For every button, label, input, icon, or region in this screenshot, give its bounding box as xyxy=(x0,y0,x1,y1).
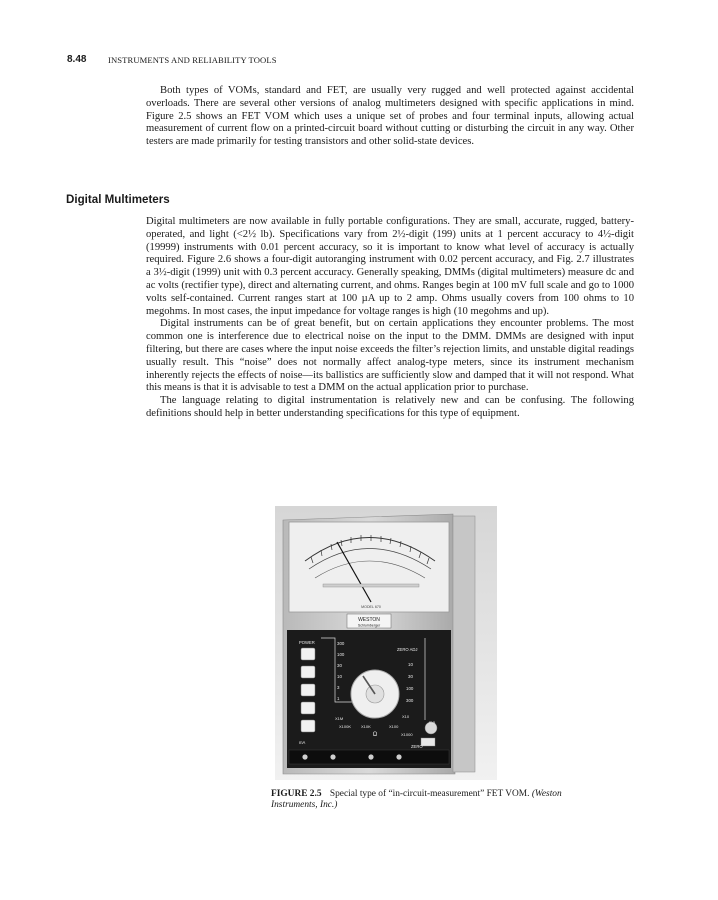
zero-adj-label: ZERO ADJ xyxy=(397,647,418,652)
range-top-5: 1 xyxy=(337,696,340,701)
range-top-1: 100 xyxy=(337,652,345,657)
zero-label: ZERO xyxy=(411,744,423,749)
dmm-paragraph-1: Digital multimeters are now available in fully portable configurations. They are small, accurate, rugged, battery-operated, and light (<2½ lb). Specifications vary from 2½-digit (199) units at 1 percent accuracy to 4½-digit (19999) instruments with 0.01 percent accuracy, so it is important to know what level of accuracy is actually required. Figure 2.6 shows a four-digit autoranging instrument with 0.02 percent accuracy, and Fig. 2.7 illustrates a 3½-digit (1999) unit with 0.3 percent accuracy. Generally speaking, DMMs (digital multimeters) measure dc and ac volts (rectifier type), direct and alternating current, and ohms. Ranges begin at 100 mV full scale and go to 1000 volts self-contained. Current ranges start at 100 µA up to 2 amp. Ohms usually covers from 100 ohms to 10 megohms. In most cases, the input impedance for voltage ranges is high (10 megohms and up). xyxy=(146,216,634,317)
brand-sub-text: Schlumberger xyxy=(357,623,381,628)
range-top-0: 300 xyxy=(337,641,345,646)
figure-credit: (Weston Instruments, Inc.) xyxy=(271,789,562,811)
range-bottom-5: X1000 xyxy=(401,732,413,737)
range-right-3: 300 xyxy=(406,698,414,703)
range-right-2: 100 xyxy=(406,686,414,691)
running-head: INSTRUMENTS AND RELIABILITY TOOLS xyxy=(108,55,277,65)
range-top-3: 10 xyxy=(337,674,342,679)
range-top-2: 30 xyxy=(337,663,342,668)
dmm-paragraph-2: Digital instruments can be of great benefit, but on certain applications they encounter problems. The most common one is interference due to electrical noise on the input to the DMM. DMMs are designed with input filtering, but there are cases where the input noise exceeds the filter’s rejection limits, and unstable digital readings usually result. This “noise” does not normally affect analog-type meters, since its instrument mechanism inherently rejects the effects of noise—its ballistics are sufficiently slow and damped that it will not respond. What this means is that it is advisable to test a DMM on the actual application prior to purchase. xyxy=(146,318,634,394)
page-number: 8.48 xyxy=(67,54,87,65)
range-bottom-2: X100K xyxy=(339,724,352,729)
range-right-0: 10 xyxy=(408,662,413,667)
range-bottom-1: X10 xyxy=(402,714,410,719)
figure-caption-text: Special type of “in-circuit-measurement” FET VOM. xyxy=(329,789,530,799)
unit-left-label: mA xyxy=(299,740,306,745)
unit-right-label: mA xyxy=(429,720,436,725)
range-bottom-0: X1M xyxy=(335,716,344,721)
range-right-1: 30 xyxy=(408,674,413,679)
brand-text: WESTON xyxy=(358,617,380,623)
range-top-4: 3 xyxy=(337,685,340,690)
range-bottom-4: X100 xyxy=(389,724,399,729)
intro-paragraph: Both types of VOMs, standard and FET, are usually very rugged and well protected against accidental overloads. There are several other versions of analog multimeters designed with specific applications in mind. Figure 2.5 shows an FET VOM which uses a unique set of probes and four terminal inputs, allowing actual measurement of current flow on a printed-circuit board without cutting or disturbing the circuit in any way. Other testers are made primarily for testing transistors and other solid-state devices. xyxy=(146,85,634,148)
power-label: POWER xyxy=(299,640,315,645)
figure-caption xyxy=(271,789,591,812)
case-side xyxy=(453,516,475,772)
mirror-strip xyxy=(323,584,419,587)
ma-switch xyxy=(421,738,435,746)
figure-label: FIGURE 2.5 xyxy=(271,789,322,799)
ohm-label: Ω xyxy=(372,732,378,738)
figure-photo xyxy=(275,506,497,780)
model-text: MODEL 670 xyxy=(361,605,381,609)
dmm-paragraph-3: The language relating to digital instrumentation is relatively new and can be confusing. The following definitions should help in better understanding specifications for this type of equipment. xyxy=(146,395,634,419)
range-bottom-3: X10K xyxy=(361,724,371,729)
section-body xyxy=(146,216,634,421)
fet-vom-illustration xyxy=(275,506,497,780)
section-heading: Digital Multimeters xyxy=(66,193,170,206)
